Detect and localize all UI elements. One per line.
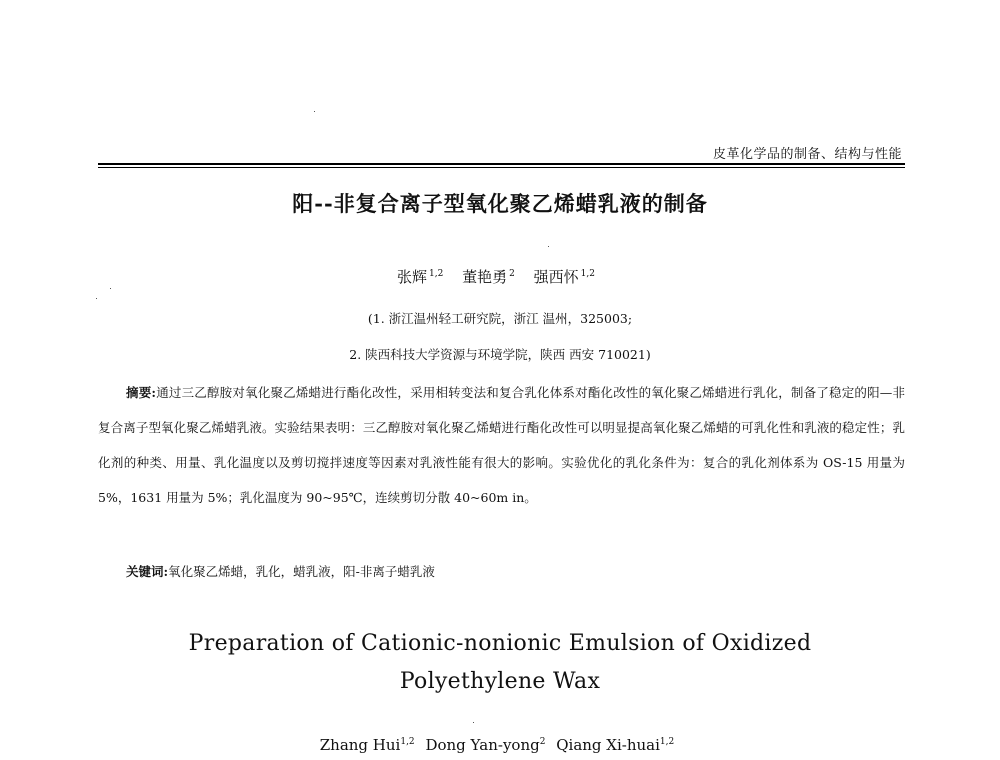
author-affiliation-mark: 1,2 (659, 737, 675, 747)
author-name: 强西怀 (533, 268, 579, 286)
keywords (126, 562, 435, 580)
header-rule-thin (98, 167, 905, 168)
journal-section-header: 皮革化学品的制备、结构与性能 (712, 147, 902, 162)
header-rule-thick (98, 163, 905, 165)
paper-title-english (0, 625, 1000, 701)
author-name: 董艳勇 (462, 268, 508, 286)
affiliation-2: 2. 陕西科技大学资源与环境学院，陕西 西安 710021) (349, 347, 651, 362)
author-name: Zhang Hui (319, 736, 401, 754)
author-name: Dong Yan-yong (425, 736, 540, 754)
author-name: 张辉 (397, 268, 428, 286)
author-affiliation-mark: 1,2 (400, 737, 415, 747)
abstract-label: 摘要: (126, 385, 157, 400)
scan-speck (548, 246, 549, 247)
keywords-text: 氧化聚乙烯蜡，乳化，蜡乳液，阳-非离子蜡乳液 (168, 564, 435, 579)
affiliation-1: (1. 浙江温州轻工研究院，浙江 温州，325003; (367, 311, 633, 326)
author-affiliation-mark: 2 (509, 269, 515, 279)
keywords-label: 关键词: (126, 564, 169, 579)
author-name: Qiang Xi-huai (556, 736, 660, 754)
author-affiliation-mark: 2 (539, 737, 546, 747)
paper-title-english-line-2: Polyethylene Wax (399, 669, 601, 694)
authors-chinese (0, 266, 1000, 287)
authors-english (0, 736, 1000, 754)
scan-speck (110, 288, 111, 289)
scan-speck (314, 111, 315, 112)
scan-speck (96, 298, 97, 299)
paper-title-english-line-1: Preparation of Cationic-nonionic Emulsion of Oxidized (188, 631, 812, 656)
abstract (98, 375, 905, 515)
author-affiliation-mark: 1,2 (429, 269, 444, 279)
scan-speck (473, 722, 474, 723)
author-affiliation-mark: 1,2 (580, 269, 595, 279)
abstract-text: 通过三乙醇胺对氧化聚乙烯蜡进行酯化改性，采用相转变法和复合乳化体系对酯化改性的氧化聚乙烯蜡进行乳化，制备了稳定的阳—非复合离子型氧化聚乙烯蜡乳液。实验结果表明：三乙醇胺对氧化聚乙烯蜡进行酯化改性可以明显提高氧化聚乙烯蜡的可乳化性和乳液的稳定性；乳化剂的种类、用量、乳化温度以及剪切搅拌速度等因素对乳液性能有很大的影响。实验优化的乳化条件为：复合的乳化剂体系为 OS-15 用量为 5%，1631 用量为 5%；乳化温度为 90~95℃，连续剪切分散 40~60m in。 (98, 385, 905, 505)
paper-title-chinese: 阳--非复合离子型氧化聚乙烯蜡乳液的制备 (292, 191, 708, 216)
